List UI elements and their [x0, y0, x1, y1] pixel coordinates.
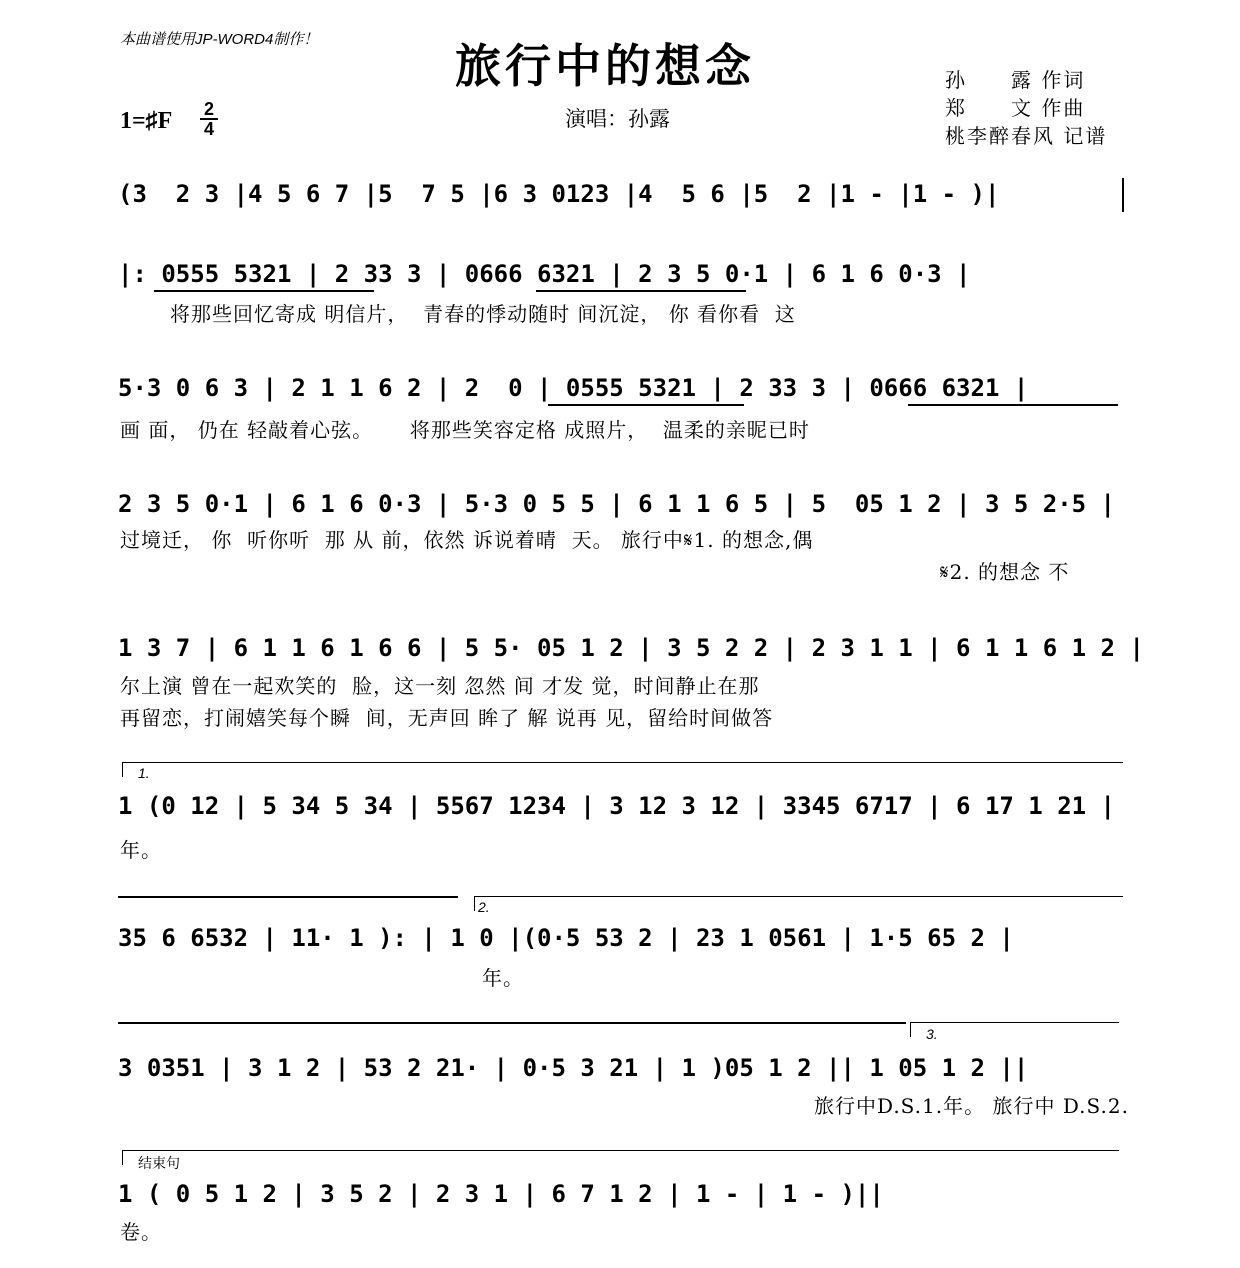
notes-line: 3 0351 | 3 1 2 | 53 2 21· | 0·5 3 21 | 1 )05 1 2 || 1 05 1 2 || — [118, 1054, 1029, 1082]
volta-label: 3. — [926, 1026, 938, 1042]
underline — [548, 404, 744, 406]
staff-row — [118, 790, 1126, 860]
lyrics-line: 旅行中D.S.1.年。 旅行中 D.S.2. — [814, 1094, 1129, 1118]
volta-label: 1. — [138, 765, 150, 781]
notes-line: (3 2 3 |4 5 6 7 |5 7 5 |6 3 0123 |4 5 6 |5 2 |1 - |1 - )| — [118, 180, 1000, 208]
staff-row — [118, 372, 1126, 442]
lyrics-line: 尔上演 曾在一起欢笑的 脸，这一刻 忽然 间 才发 觉，时间静止在那 — [120, 674, 760, 698]
staff-row — [118, 922, 1126, 992]
volta-label: 结束句 — [138, 1156, 180, 1172]
lyrics-line: 再留恋，打闹嬉笑每个瞬 间，无声回 眸了 解 说再 见，留给时间做答 — [120, 706, 774, 730]
staff-row — [118, 258, 1126, 328]
staff-rule — [118, 896, 458, 898]
final-barline — [1122, 178, 1124, 212]
lyrics-line: 过境迁， 你 听你听 那 从 前，依然 诉说着晴 天。 旅行中𝄋1. 的想念,偶 — [120, 528, 814, 552]
time-top: 2 — [203, 99, 214, 119]
page-title: 旅行中的想念 — [455, 39, 755, 93]
lyrics-line: 将那些回忆寄成 明信片， 青春的悸动随时 间沉淀， 你 看你看 这 — [170, 302, 796, 326]
singer: 演唱：孙露 — [565, 107, 670, 131]
notes-line: |: 0555 5321 | 2 33 3 | 0666 6321 | 2 3 5 0·1 | 6 1 6 0·3 | — [118, 260, 971, 288]
underline — [154, 290, 374, 292]
time-signature — [200, 100, 218, 138]
notes-line: 2 3 5 0·1 | 6 1 6 0·3 | 5·3 0 5 5 | 6 1 1 6 5 | 5 05 1 2 | 3 5 2·5 | — [118, 490, 1115, 518]
notes-line: 1 3 7 | 6 1 1 6 1 6 6 | 5 5· 05 1 2 | 3 5 2 2 | 2 3 1 1 | 6 1 1 6 1 2 | — [118, 634, 1144, 662]
notes-line: 5·3 0 6 3 | 2 1 1 6 2 | 2 0 | 0555 5321 | 2 33 3 | 0666 6321 | — [118, 374, 1029, 402]
lyrics-line: 𝄋2. 的想念 不 — [940, 560, 1070, 584]
staff-row — [118, 1052, 1129, 1122]
volta-label: 2. — [478, 899, 490, 915]
staff-row — [118, 178, 1126, 214]
notes-line: 1 ( 0 5 1 2 | 3 5 2 | 2 3 1 | 6 7 1 2 | 1 - | 1 - )|| — [118, 1180, 884, 1208]
lyrics-line: 年。 — [482, 966, 524, 990]
credit-lyricist: 孙 露 作词 — [945, 68, 1086, 92]
lyrics-line: 画 面， 仍在 轻敲着心弦。 将那些笑容定格 成照片， 温柔的亲昵已时 — [120, 418, 810, 442]
staff-row — [118, 488, 1126, 588]
volta-bracket — [122, 762, 1123, 777]
software-note: 本曲谱使用JP-WORD4制作！ — [120, 31, 319, 48]
lyrics-line: 年。 — [120, 838, 162, 862]
underline — [536, 290, 746, 292]
lyrics-line: 卷。 — [120, 1220, 162, 1244]
credit-transcriber: 桃李醉春风 记谱 — [945, 124, 1108, 148]
underline — [908, 404, 1118, 406]
volta-bracket — [122, 1150, 1119, 1165]
staff-rule — [118, 1022, 906, 1024]
key-signature: 1=♯F — [120, 108, 173, 134]
notes-line: 35 6 6532 | 11· 1 ): | 1 0 |(0·5 53 2 | 23 1 0561 | 1·5 65 2 | — [118, 924, 1014, 952]
time-bottom: 4 — [203, 119, 214, 139]
volta-bracket — [910, 1022, 1119, 1037]
staff-row — [118, 1178, 1126, 1248]
notes-line: 1 (0 12 | 5 34 5 34 | 5567 1234 | 3 12 3 12 | 3345 6717 | 6 17 1 21 | — [118, 792, 1115, 820]
credit-composer: 郑 文 作曲 — [945, 96, 1086, 120]
volta-bracket — [474, 896, 1123, 911]
staff-row — [118, 632, 1144, 732]
